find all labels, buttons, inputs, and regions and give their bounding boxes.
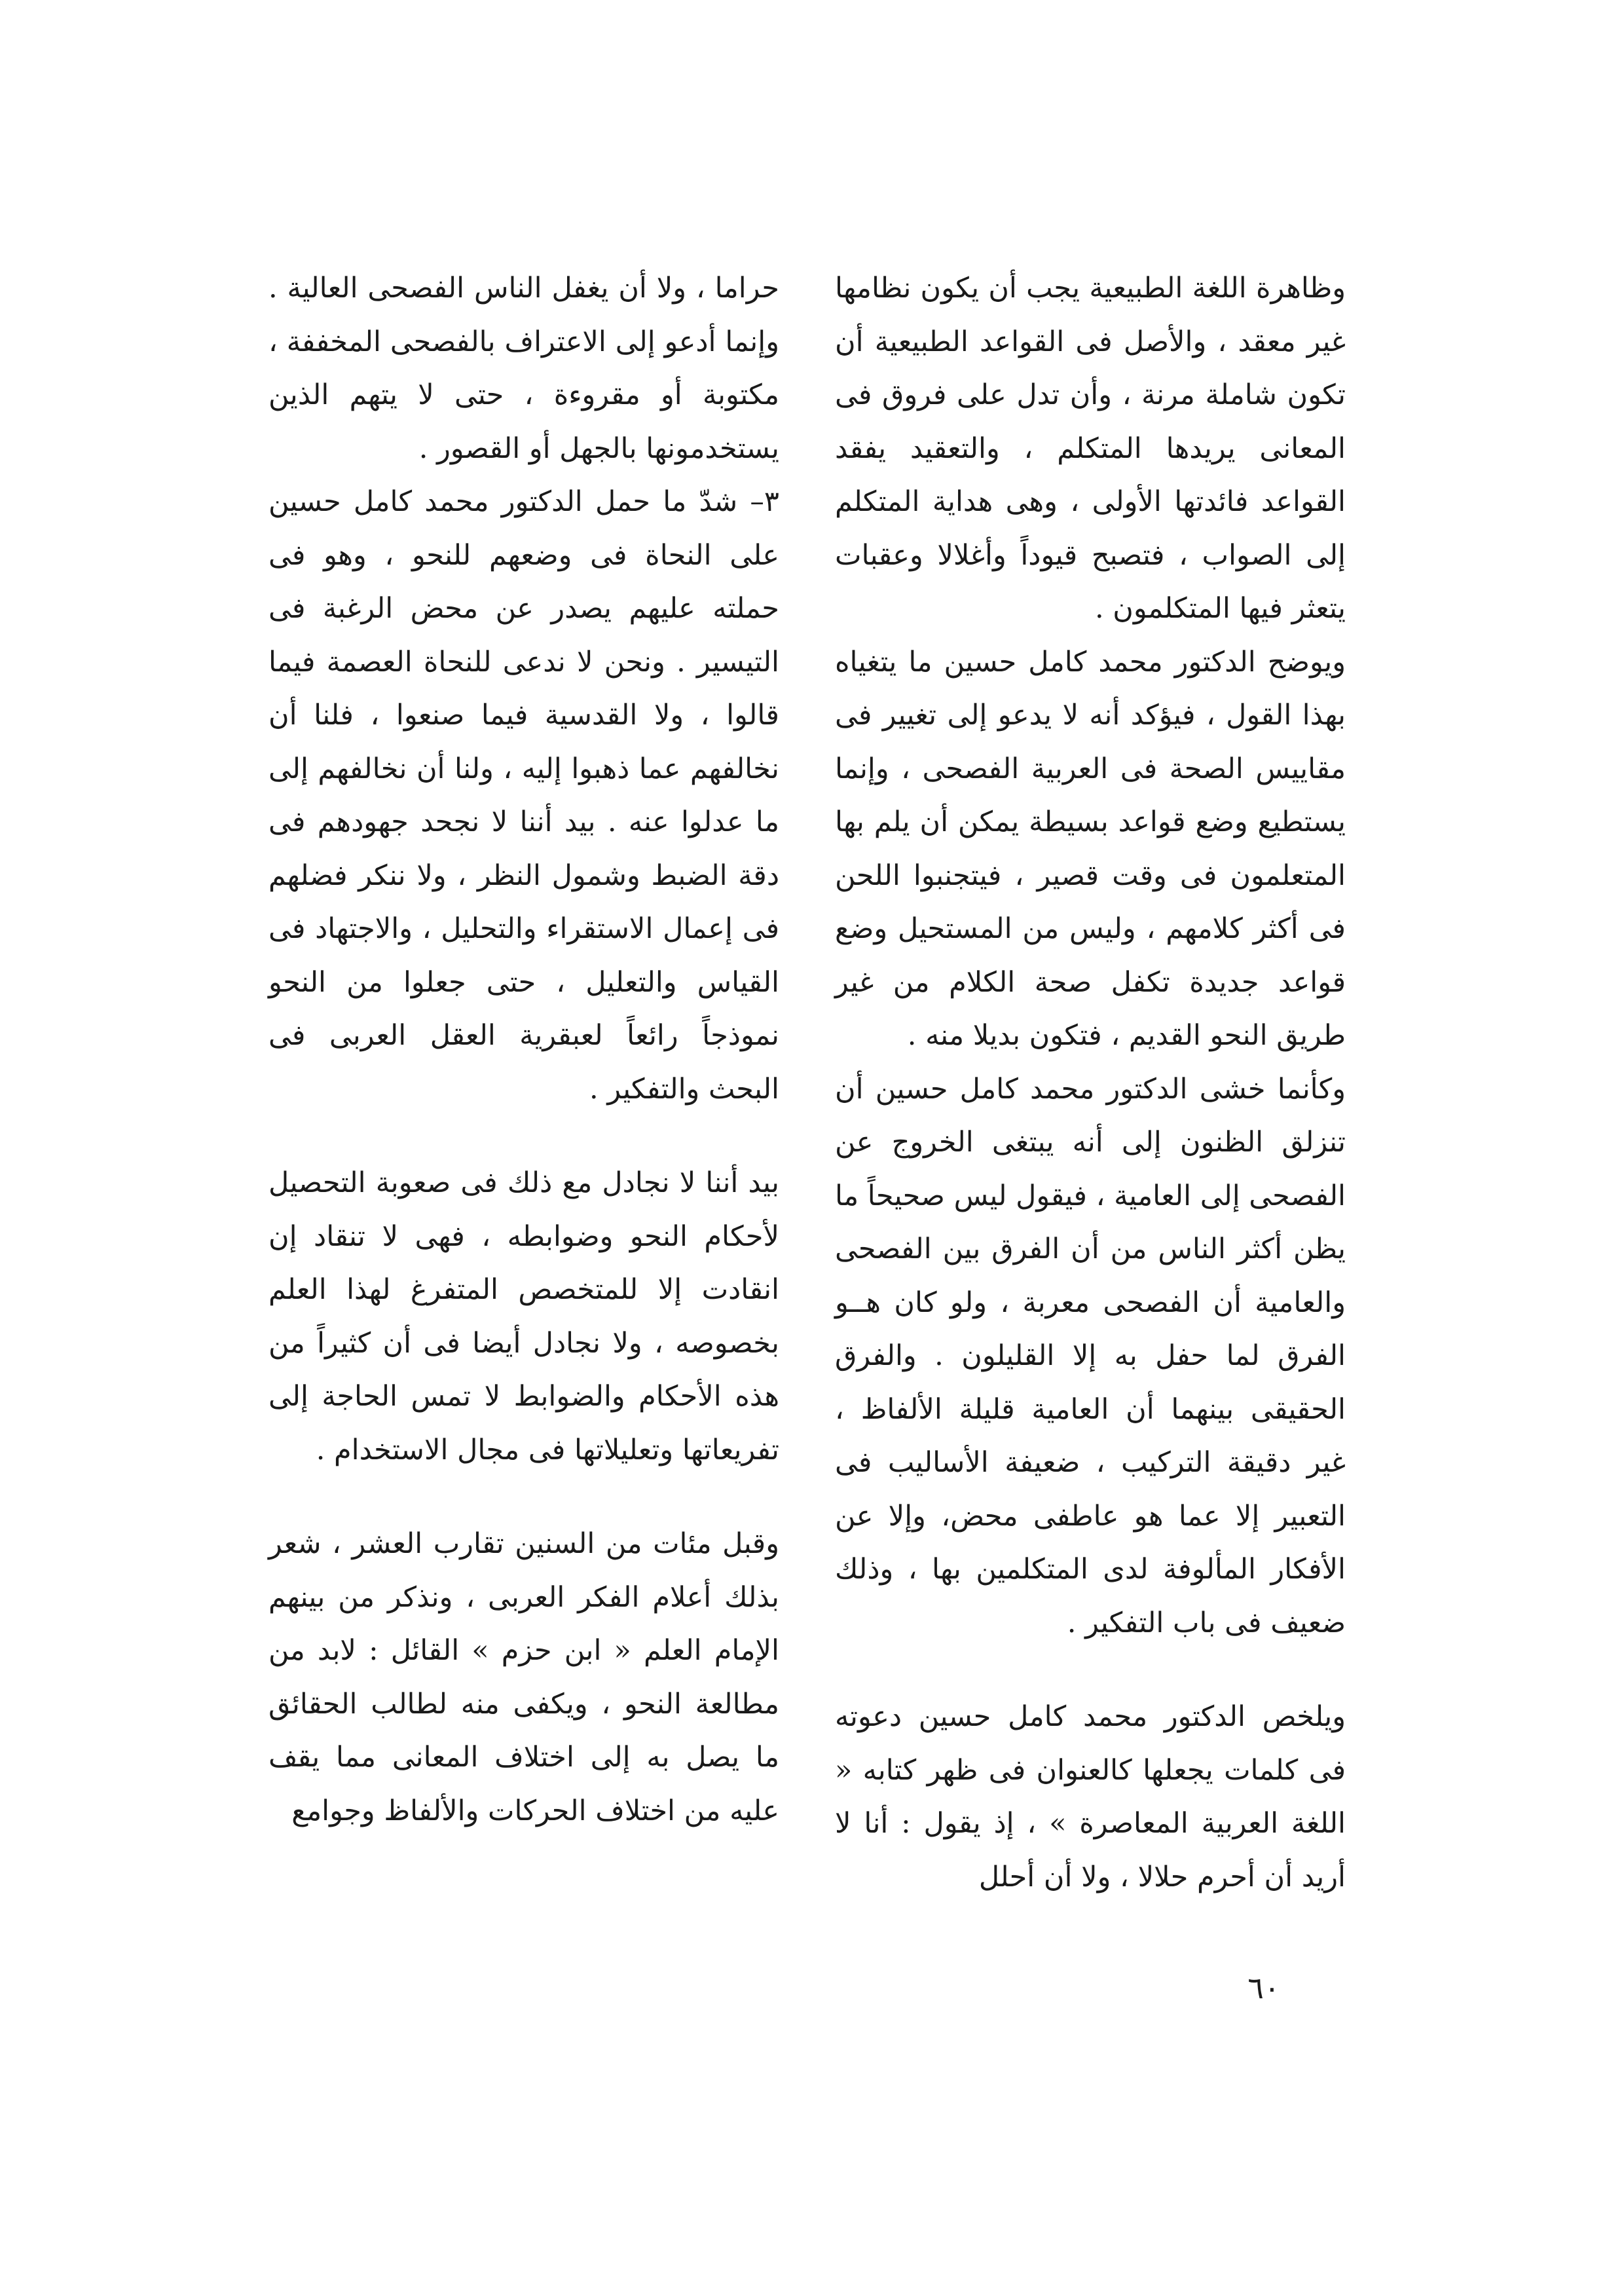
left-column [268,262,779,1838]
paragraph: وكأنما خشى الدكتور محمد كامل حسين أن تنزلق الظنون إلى أنه يبتغى الخروج عن الفصحى إلى العامية ، فيقول ليس صحيحاً ما يظن أكثر الناس من أن الفرق بين الفصحى والعامية أن الفصحى معربة ، ولو كان هــو الفرق لما حفل به إلا القليلون . والفرق الحقيقى بينهما أن العامية قليلة الألفاظ ، غير دقيقة التركيب ، ضعيفة الأساليب فى التعبير إلا عما هو عاطفى محض، وإلا عن الأفكار المألوفة لدى المتكلمين بها ، وذلك ضعيف فى باب التفكير . [835,1072,1346,1639]
paragraph: وظاهرة اللغة الطبيعية يجب أن يكون نظامها غير معقد ، والأصل فى القواعد الطبيعية أن تكون شاملة مرنة ، وأن تدل على فروق فى المعانى يريدها المتكلم ، والتعقيد يفقد القواعد فائدتها الأولى ، وهى هداية المتكلم إلى الصواب ، فتصبح قيوداً وأغلالا وعقبات يتعثر فيها المتكلمون . [835,272,1346,625]
paragraph: حراما ، ولا أن يغفل الناس الفصحى العالية . وإنما أدعو إلى الاعتراف بالفصحى المخففة ، مكتوبة أو مقروءة ، حتى لا يتهم الذين يستخدمونها بالجهل أو القصور . [268,272,779,465]
page-number: ٦٠ [1247,1970,1280,2006]
paragraph: وقبل مئات من السنين تقارب العشر ، شعر بذلك أعلام الفكر العربى ، ونذكر من بينهم الإمام العلم « ابن حزم » القائل : لابد من مطالعة النحو ، ويكفى منه لطالب الحقائق ما يصل به إلى اختلاف المعانى مما يقف عليه من اختلاف الحركات والألفاظ وجوامع [268,1527,779,1827]
paragraph: ويلخص الدكتور محمد كامل حسين دعوته فى كلمات يجعلها كالعنوان فى ظهر كتابه « اللغة العربية المعاصرة » ، إذ يقول : أنا لا أريد أن أحرم حلالا ، ولا أن أحلل [835,1700,1346,1894]
right-column [835,262,1346,1904]
paragraph: ويوضح الدكتور محمد كامل حسين ما يتغياه بهذا القول ، فيؤكد أنه لا يدعو إلى تغيير فى مقاييس الصحة فى العربية الفصحى ، وإنما يستطيع وضع قواعد بسيطة يمكن أن يلم بها المتعلمون فى وقت قصير ، فيتجنبوا اللحن فى أكثر كلامهم ، وليس من المستحيل وضع قواعد جديدة تكفل صحة الكلام من غير طريق النحو القديم ، فتكون بديلا منه . [835,645,1346,1052]
paragraph: ٣– شدّ ما حمل الدكتور محمد كامل حسين على النحاة فى وضعهم للنحو ، وهو فى حملته عليهم يصدر عن محض الرغبة فى التيسير . ونحن لا ندعى للنحاة العصمة فيما قالوا ، ولا القدسية فيما صنعوا ، فلنا أن نخالفهم عما ذهبوا إليه ، ولنا أن نخالفهم إلى ما عدلوا عنه . بيد أننا لا نجحد جهودهم فى دقة الضبط وشمول النظر ، ولا ننكر فضلهم فى إعمال الاستقراء والتحليل ، والاجتهاد فى القياس والتعليل ، حتى جعلوا من النحو نموذجاً رائعاً لعبقرية العقل العربى فى البحث والتفكير . [268,485,779,1106]
paragraph: بيد أننا لا نجادل مع ذلك فى صعوبة التحصيل لأحكام النحو وضوابطه ، فهى لا تنقاد إن انقادت إلا للمتخصص المتفرغ لهذا العلم بخصوصه ، ولا نجادل أيضا فى أن كثيراً من هذه الأحكام والضوابط لا تمس الحاجة إلى تفريعاتها وتعليلاتها فى مجال الاستخدام . [268,1166,779,1466]
